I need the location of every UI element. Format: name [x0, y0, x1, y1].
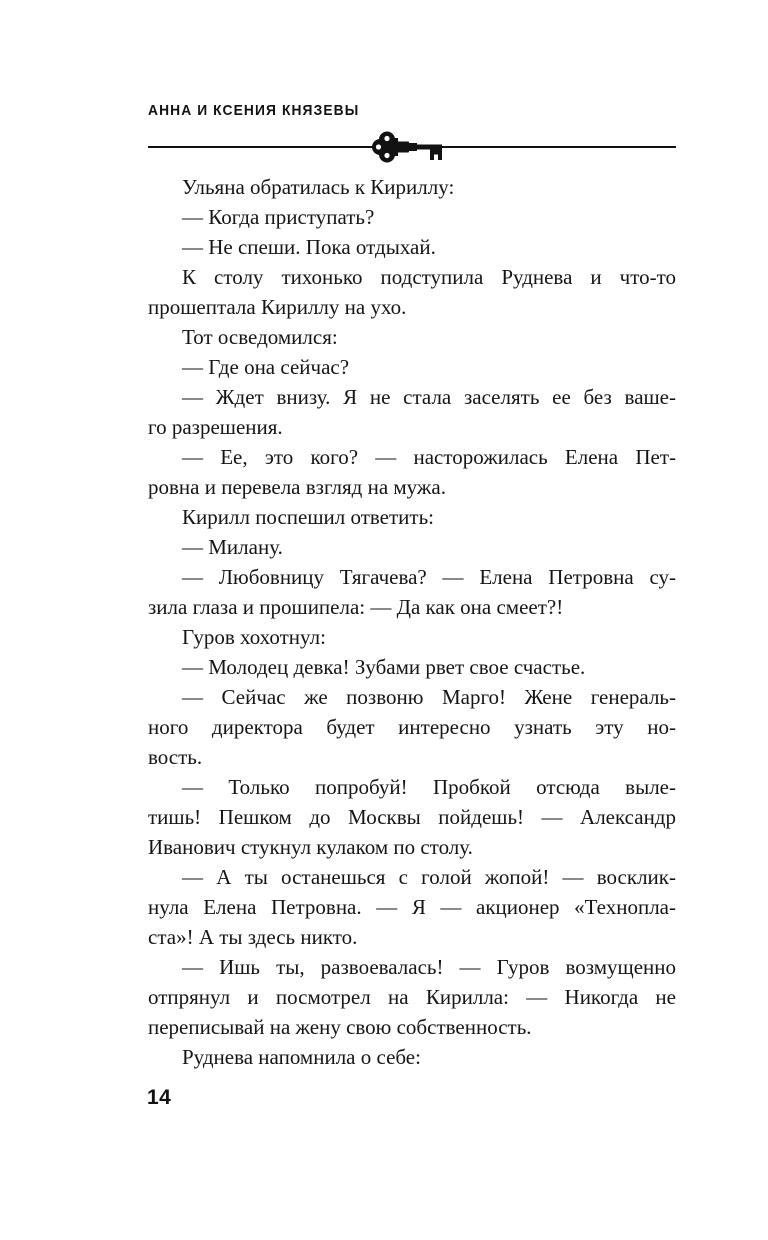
text-line: — Ее, это кого? — насторожилась Елена Пет-: [182, 445, 676, 469]
running-header: АННА И КСЕНИЯ КНЯЗЕВЫ: [148, 102, 360, 119]
text-line: Тот осведомился:: [182, 325, 338, 349]
text-line: К столу тихонько подступила Руднева и что-то: [182, 265, 676, 289]
text-line: го разрешения.: [148, 415, 283, 439]
text-line: ста»! А ты здесь никто.: [148, 925, 358, 949]
text-line: переписывай на жену свою собственность.: [148, 1015, 532, 1039]
text-line: ровна и перевела взгляд на мужа.: [148, 475, 446, 499]
text-line: ного директора будет интересно узнать эту но-: [148, 715, 676, 739]
text-line: — Сейчас же позвоню Марго! Жене генераль-: [182, 685, 676, 709]
text-line: — А ты останешься с голой жопой! — восклик-: [182, 865, 676, 889]
text-line: Руднева напомнила о себе:: [182, 1045, 421, 1069]
text-line: отпрянул и посмотрел на Кирилла: — Никогда не: [148, 985, 676, 1009]
text-line: — Не спеши. Пока отдыхай.: [182, 235, 436, 259]
key-icon: [371, 129, 451, 165]
text-line: — Только попробуй! Пробкой отсюда выле-: [182, 775, 676, 799]
text-line: Ульяна обратилась к Кириллу:: [182, 175, 455, 199]
text-line: нула Елена Петровна. — Я — акционер «Технопла-: [148, 895, 676, 919]
text-line: прошептала Кириллу на ухо.: [148, 295, 407, 319]
text-line: — Ждет внизу. Я не стала заселять ее без ваше-: [182, 385, 676, 409]
text-line: Гуров хохотнул:: [182, 625, 326, 649]
text-line: Иванович стукнул кулаком по столу.: [148, 835, 473, 859]
page-number: 14: [147, 1086, 172, 1109]
text-line: — Ишь ты, развоевалась! — Гуров возмущенно: [182, 955, 676, 979]
text-line: вость.: [148, 745, 203, 769]
text-line: — Любовницу Тягачева? — Елена Петровна су-: [182, 565, 676, 589]
text-line: — Милану.: [182, 535, 283, 559]
body-text: [148, 172, 676, 1072]
text-line: зила глаза и прошипела: — Да как она смеет?!: [148, 595, 564, 619]
text-line: — Молодец девка! Зубами рвет свое счастье.: [182, 655, 586, 679]
text-line: — Когда приступать?: [182, 205, 375, 229]
text-line: — Где она сейчас?: [182, 355, 350, 379]
text-line: Кирилл поспешил ответить:: [182, 505, 434, 529]
text-line: тишь! Пешком до Москвы пойдешь! — Александр: [148, 805, 676, 829]
